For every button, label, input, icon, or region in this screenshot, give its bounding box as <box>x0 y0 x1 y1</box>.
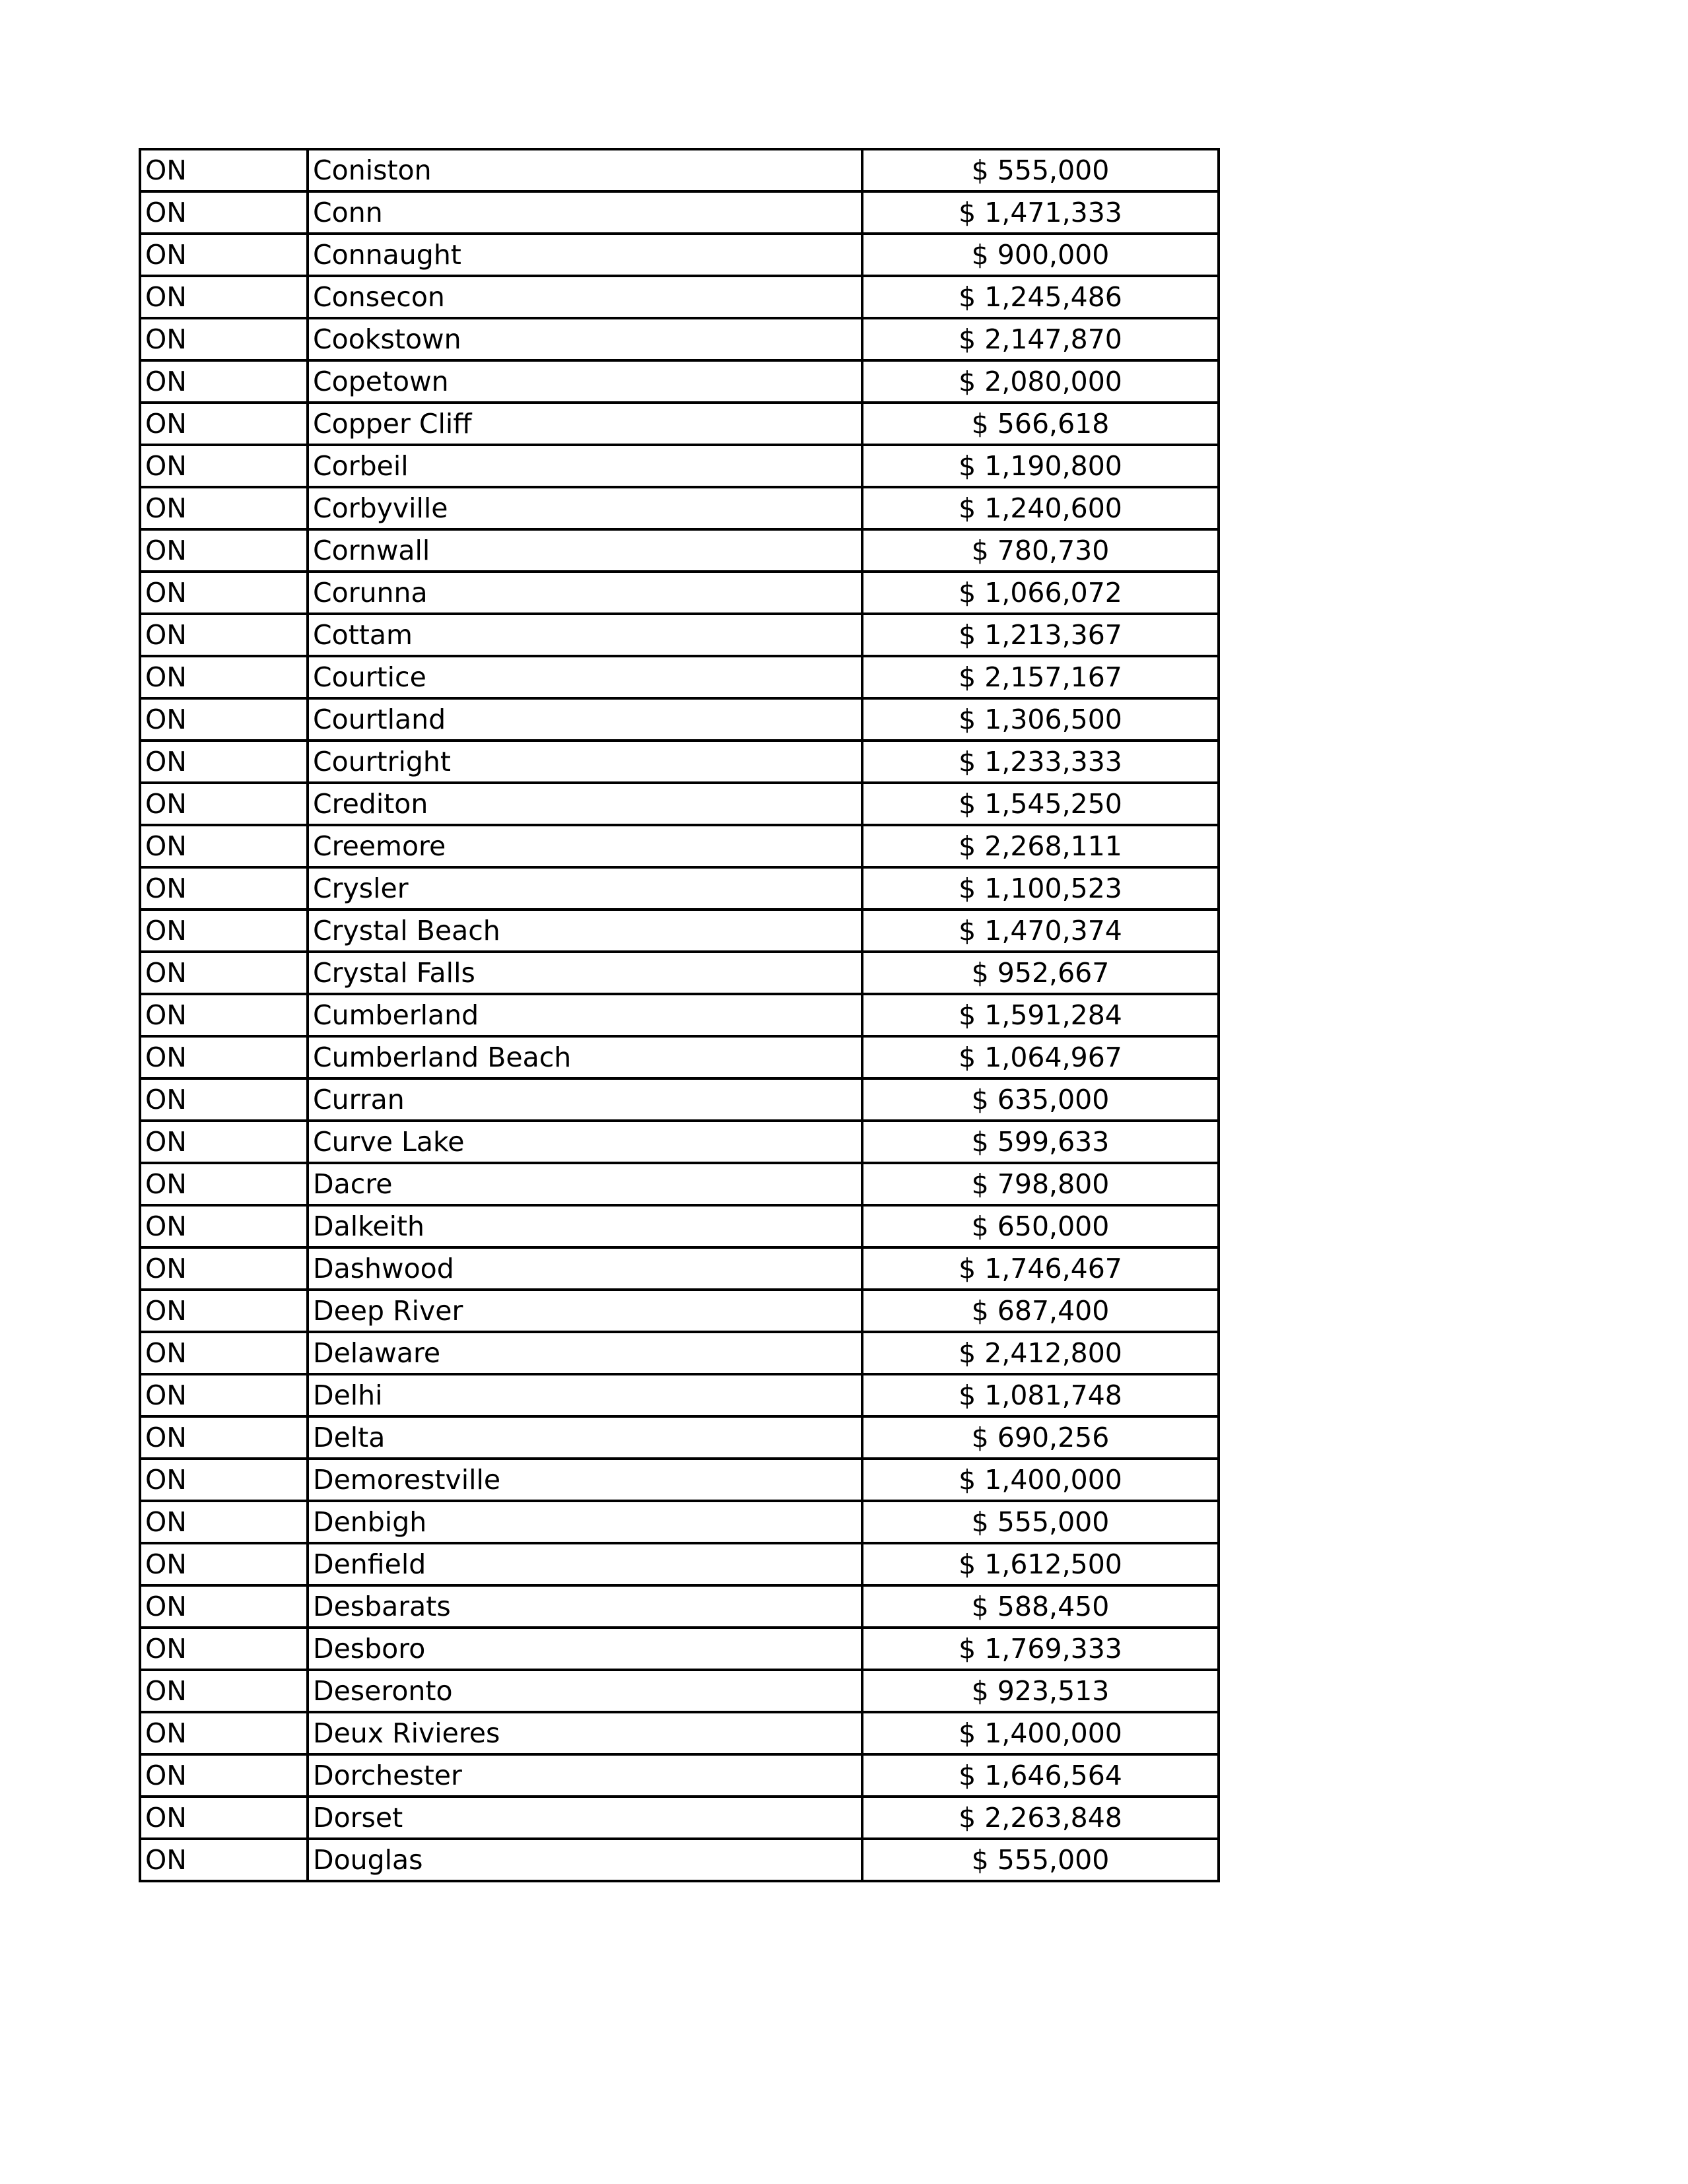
price-cell: $ 1,245,486 <box>862 276 1219 318</box>
province-cell: ON <box>140 1374 308 1416</box>
province-cell: ON <box>140 1712 308 1754</box>
place-name-cell: Crysler <box>308 867 862 910</box>
province-cell: ON <box>140 1247 308 1290</box>
price-cell: $ 1,400,000 <box>862 1459 1219 1501</box>
price-cell: $ 1,400,000 <box>862 1712 1219 1754</box>
place-name-cell: Crystal Falls <box>308 952 862 994</box>
place-name-cell: Delta <box>308 1416 862 1459</box>
price-cell: $ 1,470,374 <box>862 910 1219 952</box>
price-cell: $ 1,612,500 <box>862 1543 1219 1585</box>
table-row <box>140 149 1219 191</box>
place-name-cell: Cottam <box>308 614 862 656</box>
place-name-cell: Courtland <box>308 698 862 741</box>
province-cell: ON <box>140 1078 308 1121</box>
place-name-cell: Dorchester <box>308 1754 862 1797</box>
province-cell: ON <box>140 867 308 910</box>
place-name-cell: Curve Lake <box>308 1121 862 1163</box>
province-cell: ON <box>140 1121 308 1163</box>
place-name-cell: Cookstown <box>308 318 862 360</box>
table-row <box>140 360 1219 403</box>
table-row <box>140 1205 1219 1247</box>
place-name-cell: Douglas <box>308 1839 862 1881</box>
place-name-cell: Dorset <box>308 1797 862 1839</box>
province-cell: ON <box>140 698 308 741</box>
price-cell: $ 1,213,367 <box>862 614 1219 656</box>
place-name-cell: Cumberland Beach <box>308 1036 862 1078</box>
place-name-cell: Coniston <box>308 149 862 191</box>
province-cell: ON <box>140 1290 308 1332</box>
province-cell: ON <box>140 614 308 656</box>
province-cell: ON <box>140 1543 308 1585</box>
price-cell: $ 2,412,800 <box>862 1332 1219 1374</box>
price-cell: $ 555,000 <box>862 1839 1219 1881</box>
table-row <box>140 656 1219 698</box>
table-row <box>140 1163 1219 1205</box>
table-row <box>140 952 1219 994</box>
province-cell: ON <box>140 910 308 952</box>
price-cell: $ 1,064,967 <box>862 1036 1219 1078</box>
table-row <box>140 572 1219 614</box>
table-row <box>140 698 1219 741</box>
province-cell: ON <box>140 1163 308 1205</box>
place-name-cell: Corunna <box>308 572 862 614</box>
price-cell: $ 952,667 <box>862 952 1219 994</box>
place-name-cell: Denfield <box>308 1543 862 1585</box>
table-row <box>140 783 1219 825</box>
place-name-cell: Cornwall <box>308 529 862 572</box>
place-name-cell: Copper Cliff <box>308 403 862 445</box>
price-cell: $ 690,256 <box>862 1416 1219 1459</box>
place-name-cell: Dashwood <box>308 1247 862 1290</box>
province-cell: ON <box>140 149 308 191</box>
price-table <box>139 148 1220 1882</box>
table-row <box>140 1839 1219 1881</box>
price-cell: $ 555,000 <box>862 1501 1219 1543</box>
place-name-cell: Delhi <box>308 1374 862 1416</box>
province-cell: ON <box>140 1332 308 1374</box>
table-row <box>140 487 1219 529</box>
table-row <box>140 234 1219 276</box>
place-name-cell: Copetown <box>308 360 862 403</box>
price-cell: $ 2,268,111 <box>862 825 1219 867</box>
table-row <box>140 910 1219 952</box>
table-row <box>140 1247 1219 1290</box>
province-cell: ON <box>140 1416 308 1459</box>
province-cell: ON <box>140 529 308 572</box>
table-row <box>140 529 1219 572</box>
price-cell: $ 1,746,467 <box>862 1247 1219 1290</box>
place-name-cell: Denbigh <box>308 1501 862 1543</box>
price-cell: $ 555,000 <box>862 149 1219 191</box>
place-name-cell: Dalkeith <box>308 1205 862 1247</box>
price-cell: $ 588,450 <box>862 1585 1219 1628</box>
place-name-cell: Deux Rivieres <box>308 1712 862 1754</box>
province-cell: ON <box>140 952 308 994</box>
table-row <box>140 1754 1219 1797</box>
province-cell: ON <box>140 276 308 318</box>
province-cell: ON <box>140 572 308 614</box>
place-name-cell: Curran <box>308 1078 862 1121</box>
table-row <box>140 445 1219 487</box>
price-cell: $ 923,513 <box>862 1670 1219 1712</box>
place-name-cell: Consecon <box>308 276 862 318</box>
table-row <box>140 1374 1219 1416</box>
price-cell: $ 2,263,848 <box>862 1797 1219 1839</box>
price-table-body <box>140 149 1219 1881</box>
price-cell: $ 1,646,564 <box>862 1754 1219 1797</box>
table-row <box>140 1121 1219 1163</box>
province-cell: ON <box>140 487 308 529</box>
place-name-cell: Desboro <box>308 1628 862 1670</box>
price-cell: $ 2,157,167 <box>862 656 1219 698</box>
price-cell: $ 1,233,333 <box>862 741 1219 783</box>
price-cell: $ 599,633 <box>862 1121 1219 1163</box>
table-row <box>140 1290 1219 1332</box>
province-cell: ON <box>140 1797 308 1839</box>
province-cell: ON <box>140 318 308 360</box>
province-cell: ON <box>140 1459 308 1501</box>
table-row <box>140 1036 1219 1078</box>
province-cell: ON <box>140 656 308 698</box>
place-name-cell: Courtice <box>308 656 862 698</box>
place-name-cell: Cumberland <box>308 994 862 1036</box>
table-row <box>140 825 1219 867</box>
place-name-cell: Courtright <box>308 741 862 783</box>
province-cell: ON <box>140 1670 308 1712</box>
table-row <box>140 1543 1219 1585</box>
table-row <box>140 403 1219 445</box>
price-cell: $ 1,471,333 <box>862 191 1219 234</box>
place-name-cell: Corbeil <box>308 445 862 487</box>
place-name-cell: Creemore <box>308 825 862 867</box>
province-cell: ON <box>140 234 308 276</box>
table-row <box>140 1712 1219 1754</box>
price-cell: $ 2,080,000 <box>862 360 1219 403</box>
province-cell: ON <box>140 1501 308 1543</box>
price-cell: $ 1,591,284 <box>862 994 1219 1036</box>
province-cell: ON <box>140 1036 308 1078</box>
place-name-cell: Dacre <box>308 1163 862 1205</box>
province-cell: ON <box>140 403 308 445</box>
table-row <box>140 1585 1219 1628</box>
table-row <box>140 994 1219 1036</box>
table-row <box>140 1332 1219 1374</box>
province-cell: ON <box>140 445 308 487</box>
price-cell: $ 1,100,523 <box>862 867 1219 910</box>
price-cell: $ 1,306,500 <box>862 698 1219 741</box>
table-row <box>140 1797 1219 1839</box>
place-name-cell: Corbyville <box>308 487 862 529</box>
table-row <box>140 1628 1219 1670</box>
province-cell: ON <box>140 1628 308 1670</box>
table-row <box>140 1416 1219 1459</box>
province-cell: ON <box>140 1205 308 1247</box>
price-cell: $ 635,000 <box>862 1078 1219 1121</box>
province-cell: ON <box>140 1585 308 1628</box>
table-row <box>140 1078 1219 1121</box>
price-cell: $ 566,618 <box>862 403 1219 445</box>
province-cell: ON <box>140 191 308 234</box>
province-cell: ON <box>140 994 308 1036</box>
province-cell: ON <box>140 360 308 403</box>
place-name-cell: Crystal Beach <box>308 910 862 952</box>
price-cell: $ 650,000 <box>862 1205 1219 1247</box>
place-name-cell: Conn <box>308 191 862 234</box>
price-cell: $ 1,066,072 <box>862 572 1219 614</box>
table-row <box>140 276 1219 318</box>
price-cell: $ 1,190,800 <box>862 445 1219 487</box>
place-name-cell: Demorestville <box>308 1459 862 1501</box>
table-row <box>140 1501 1219 1543</box>
place-name-cell: Connaught <box>308 234 862 276</box>
province-cell: ON <box>140 741 308 783</box>
table-row <box>140 867 1219 910</box>
place-name-cell: Desbarats <box>308 1585 862 1628</box>
province-cell: ON <box>140 825 308 867</box>
price-cell: $ 1,769,333 <box>862 1628 1219 1670</box>
table-row <box>140 1459 1219 1501</box>
price-cell: $ 1,081,748 <box>862 1374 1219 1416</box>
price-cell: $ 687,400 <box>862 1290 1219 1332</box>
place-name-cell: Deseronto <box>308 1670 862 1712</box>
price-cell: $ 780,730 <box>862 529 1219 572</box>
province-cell: ON <box>140 1839 308 1881</box>
price-cell: $ 1,545,250 <box>862 783 1219 825</box>
table-row <box>140 1670 1219 1712</box>
place-name-cell: Crediton <box>308 783 862 825</box>
province-cell: ON <box>140 1754 308 1797</box>
price-cell: $ 798,800 <box>862 1163 1219 1205</box>
price-cell: $ 2,147,870 <box>862 318 1219 360</box>
price-cell: $ 900,000 <box>862 234 1219 276</box>
place-name-cell: Deep River <box>308 1290 862 1332</box>
table-row <box>140 614 1219 656</box>
price-cell: $ 1,240,600 <box>862 487 1219 529</box>
table-row <box>140 318 1219 360</box>
table-row <box>140 191 1219 234</box>
province-cell: ON <box>140 783 308 825</box>
table-row <box>140 741 1219 783</box>
place-name-cell: Delaware <box>308 1332 862 1374</box>
